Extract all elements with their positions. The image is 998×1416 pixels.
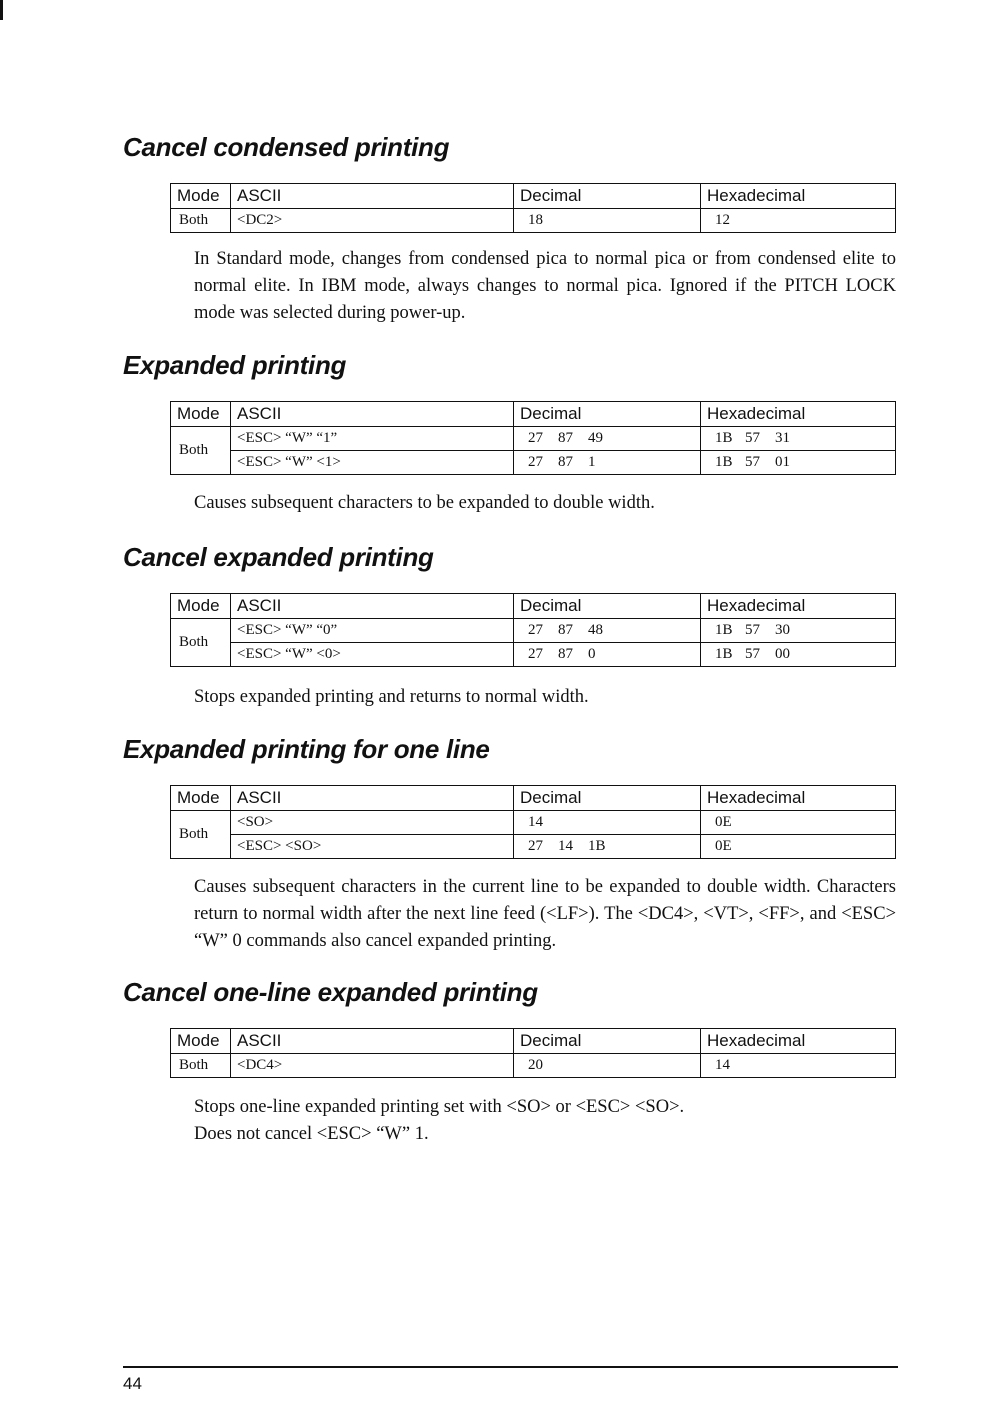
table-header-row: [171, 402, 896, 427]
page-number: 44: [123, 1374, 142, 1393]
table-header-row: [171, 1029, 896, 1054]
command-table: [170, 183, 896, 233]
hex-cell: [701, 209, 896, 233]
hex-value: 57: [745, 646, 760, 662]
table-row: [171, 643, 896, 667]
decimal-cell: [514, 619, 701, 643]
hex-value: 1B: [715, 622, 733, 638]
ascii-cell: <ESC> <SO>: [231, 835, 514, 859]
ascii-cell: <ESC> “W” “0”: [231, 619, 514, 643]
decimal-value: 14: [528, 814, 543, 830]
ascii-cell: <DC4>: [231, 1054, 514, 1078]
table-row: [171, 209, 896, 233]
hex-value: 1B: [715, 646, 733, 662]
ascii-cell: <SO>: [231, 811, 514, 835]
column-header-ascii: ASCII: [231, 786, 514, 811]
decimal-cell: [514, 811, 701, 835]
column-header-decimal: Decimal: [514, 402, 701, 427]
column-header-hex: Hexadecimal: [701, 402, 896, 427]
decimal-value: 87: [558, 622, 573, 638]
decimal-cell: [514, 427, 701, 451]
command-table: [170, 401, 896, 475]
column-header-decimal: Decimal: [514, 184, 701, 209]
hex-cell: [701, 1054, 896, 1078]
decimal-cell: [514, 209, 701, 233]
section-description: Causes subsequent characters in the current line to be expanded to double width. Characters return to normal width after the next line feed (<LF>). The <DC4>, <VT>, <FF>, and <ESC> “W” 0 commands also cancel expanded printing.: [194, 877, 896, 951]
decimal-value: 0: [588, 646, 596, 662]
ascii-cell: <ESC> “W” <1>: [231, 451, 514, 475]
column-header-hex: Hexadecimal: [701, 184, 896, 209]
section-title: Expanded printing: [123, 350, 347, 380]
hex-cell: [701, 427, 896, 451]
decimal-value: 87: [558, 430, 573, 446]
column-header-decimal: Decimal: [514, 594, 701, 619]
section-description: Stops one-line expanded printing set with <SO> or <ESC> <SO>. Does not cancel <ESC> “W” 1.: [194, 1097, 685, 1144]
section-title: Expanded printing for one line: [123, 734, 490, 764]
ascii-cell: <ESC> “W” “1”: [231, 427, 514, 451]
table-header-row: [171, 594, 896, 619]
section-title: Cancel expanded printing: [123, 542, 434, 572]
column-header-mode: Mode: [171, 184, 231, 209]
hex-value: 0E: [715, 838, 732, 854]
hex-cell: [701, 643, 896, 667]
ascii-cell: <ESC> “W” <0>: [231, 643, 514, 667]
hex-value: 30: [775, 622, 790, 638]
column-header-ascii: ASCII: [231, 1029, 514, 1054]
table-row: [171, 835, 896, 859]
decimal-cell: [514, 643, 701, 667]
hex-value: 00: [775, 646, 790, 662]
decimal-value: 27: [528, 430, 543, 446]
hex-value: 0E: [715, 814, 732, 830]
mode-cell: Both: [171, 1054, 231, 1078]
decimal-value: 27: [528, 622, 543, 638]
decimal-value: 49: [588, 430, 603, 446]
section-title: Cancel condensed printing: [123, 132, 450, 162]
column-header-hex: Hexadecimal: [701, 594, 896, 619]
hex-value: 1B: [715, 430, 733, 446]
hex-cell: [701, 835, 896, 859]
table-row: [171, 451, 896, 475]
section-description: Causes subsequent characters to be expanded to double width.: [194, 493, 655, 513]
table-row: [171, 1054, 896, 1078]
decimal-value: 20: [528, 1057, 543, 1073]
hex-cell: [701, 451, 896, 475]
decimal-value: 87: [558, 646, 573, 662]
hex-value: 1B: [715, 454, 733, 470]
page-edge-mark: [0, 0, 3, 20]
table-header-row: [171, 184, 896, 209]
decimal-value: 14: [558, 838, 573, 854]
section-description: In Standard mode, changes from condensed pica to normal pica or from condensed elite to normal elite. In IBM mode, always changes to normal pica. Ignored if the PITCH LOCK mode was selected during power-up.: [194, 249, 896, 323]
command-table: [170, 593, 896, 667]
decimal-value: 87: [558, 454, 573, 470]
hex-value: 31: [775, 430, 790, 446]
table-row: [171, 427, 896, 451]
decimal-cell: [514, 451, 701, 475]
decimal-cell: [514, 1054, 701, 1078]
decimal-value: 1B: [588, 838, 606, 854]
hex-value: 57: [745, 454, 760, 470]
decimal-value: 27: [528, 838, 543, 854]
column-header-mode: Mode: [171, 786, 231, 811]
column-header-hex: Hexadecimal: [701, 786, 896, 811]
mode-cell: Both: [171, 427, 231, 475]
hex-value: 14: [715, 1057, 730, 1073]
hex-value: 12: [715, 212, 730, 228]
column-header-mode: Mode: [171, 594, 231, 619]
decimal-cell: [514, 835, 701, 859]
decimal-value: 48: [588, 622, 603, 638]
footer-rule: [123, 1366, 898, 1368]
column-header-hex: Hexadecimal: [701, 1029, 896, 1054]
command-table: [170, 1028, 896, 1078]
hex-value: 57: [745, 622, 760, 638]
section-description: Stops expanded printing and returns to normal width.: [194, 687, 589, 707]
hex-cell: [701, 619, 896, 643]
decimal-value: 27: [528, 646, 543, 662]
mode-cell: Both: [171, 619, 231, 667]
ascii-cell: <DC2>: [231, 209, 514, 233]
column-header-decimal: Decimal: [514, 786, 701, 811]
table-row: [171, 811, 896, 835]
column-header-ascii: ASCII: [231, 402, 514, 427]
mode-cell: Both: [171, 811, 231, 859]
column-header-ascii: ASCII: [231, 594, 514, 619]
mode-cell: Both: [171, 209, 231, 233]
command-table: [170, 785, 896, 859]
column-header-mode: Mode: [171, 402, 231, 427]
column-header-decimal: Decimal: [514, 1029, 701, 1054]
decimal-value: 27: [528, 454, 543, 470]
decimal-value: 1: [588, 454, 596, 470]
table-row: [171, 619, 896, 643]
section-title: Cancel one-line expanded printing: [123, 977, 538, 1007]
column-header-ascii: ASCII: [231, 184, 514, 209]
hex-cell: [701, 811, 896, 835]
hex-value: 01: [775, 454, 790, 470]
decimal-value: 18: [528, 212, 543, 228]
hex-value: 57: [745, 430, 760, 446]
column-header-mode: Mode: [171, 1029, 231, 1054]
table-header-row: [171, 786, 896, 811]
